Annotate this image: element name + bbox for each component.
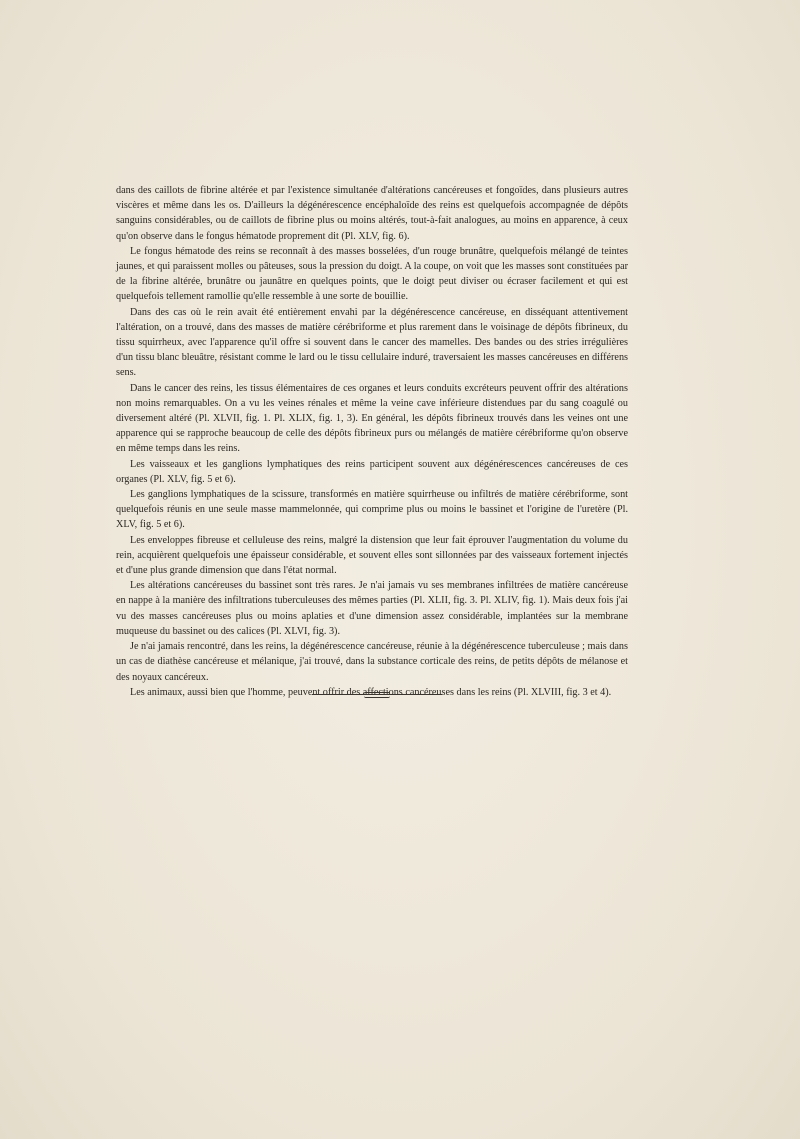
paragraph: Dans des cas où le rein avait été entièrement envahi par la dégénérescence cancéreuse, en disséquant attentivement l'altération, on a trouvé, dans des masses de matière cérébriforme et plus rarement dans le voisinage de dépôts fibrineux, du tissu squirrheux, avec l'apparence qu'il offre si souvent dans le cancer des mamelles. Des bandes ou des stries irrégulières d'un tissu blanc bleuâtre, résistant comme le lard ou le tissu cellulaire induré, traversaient les masses cancéreuses en différens sens. <box>116 306 628 379</box>
rule-ornament <box>364 692 390 698</box>
decorative-rule <box>312 692 442 698</box>
paragraph: Dans le cancer des reins, les tissus élémentaires de ces organes et leurs conduits excréteurs peuvent offrir des altérations non moins remarquables. On a vu les veines rénales et même la veine cave inférieure distendues par du sang coagulé ou diversement altéré (Pl. XLVII, fig. 1. Pl. XLIX, fig. 1, 3). En général, les dépôts fibrineux trouvés dans les veines ont une apparence qui se rapproche beaucoup de celle des dépôts fibrineux purs ou mélangés de matière cérébriforme qu'on observe en même temps dans les reins. <box>116 382 628 455</box>
body-text <box>116 183 628 700</box>
paragraph: dans des caillots de fibrine altérée et par l'existence simultanée d'altérations cancéreuses et fongoïdes, dans plusieurs autres viscères et même dans les os. D'ailleurs la dégénérescence encéphaloïde des reins est quelquefois accompagnée de dépôts sanguins considérables, ou de caillots de fibrine plus ou moins altérés, tout-à-fait analogues, au moins en apparence, à ceux qu'on observe dans le fongus hématode proprement dit (Pl. XLV, fig. 6). <box>116 185 628 242</box>
paragraph: Les animaux, aussi bien que l'homme, peuvent offrir des affections cancéreuses dans les reins (Pl. XLVIII, fig. 3 et 4). <box>130 686 612 698</box>
paragraph: Les ganglions lymphatiques de la scissure, transformés en matière squirrheuse ou infiltrés de matière cérébriforme, sont quelquefois réunis en une seule masse mammelonnée, qui comprime plus ou moins le bassinet et l'origine de l'uretère (Pl. XLV, fig. 5 et 6). <box>116 489 628 531</box>
paragraph: Le fongus hématode des reins se reconnaît à des masses bosselées, d'un rouge brunâtre, quelquefois mélangé de teintes jaunes, et qui paraissent molles ou pâteuses, sous la pression du doigt. A la coupe, on voit que les masses sont constituées par de la fibrine altérée, brunâtre ou jaunâtre en quelques points, que le doigt peut diviser ou écraser facilement et qui est quelquefois tellement ramollie qu'elle ressemble à une sorte de bouillie. <box>116 245 628 303</box>
paragraph: Les vaisseaux et les ganglions lymphatiques des reins participent souvent aux dégénérescences cancéreuses de ces organes (Pl. XLV, fig. 5 et 6). <box>116 458 628 485</box>
paragraph: Les altérations cancéreuses du bassinet sont très rares. Je n'ai jamais vu ses membranes infiltrées de matière cancéreuse en nappe à la manière des infiltrations tuberculeuses des mêmes parties (Pl. XLII, fig. 3. Pl. XLIV, fig. 1). Mais deux fois j'ai vu des masses cancéreuses plus ou moins aplaties et d'une dimension assez considérable, implantées sur la membrane muqueuse du bassinet ou des calices (Pl. XLVI, fig. 3). <box>116 580 628 637</box>
paragraph: Je n'ai jamais rencontré, dans les reins, la dégénérescence cancéreuse, réunie à la dégénérescence tuberculeuse ; mais dans un cas de diathèse cancéreuse et mélanique, j'ai trouvé, dans la substance corticale des reins, de petits dépôts de mélanose et des noyaux cancéreux. <box>116 641 628 683</box>
paragraph: Les enveloppes fibreuse et celluleuse des reins, malgré la distension que leur fait éprouver l'augmentation du volume du rein, acquièrent quelquefois une épaisseur considérable, et souvent elles sont sillonnées par des vaisseaux fortement injectés et d'une plus grande dimension que dans l'état normal. <box>116 534 628 577</box>
